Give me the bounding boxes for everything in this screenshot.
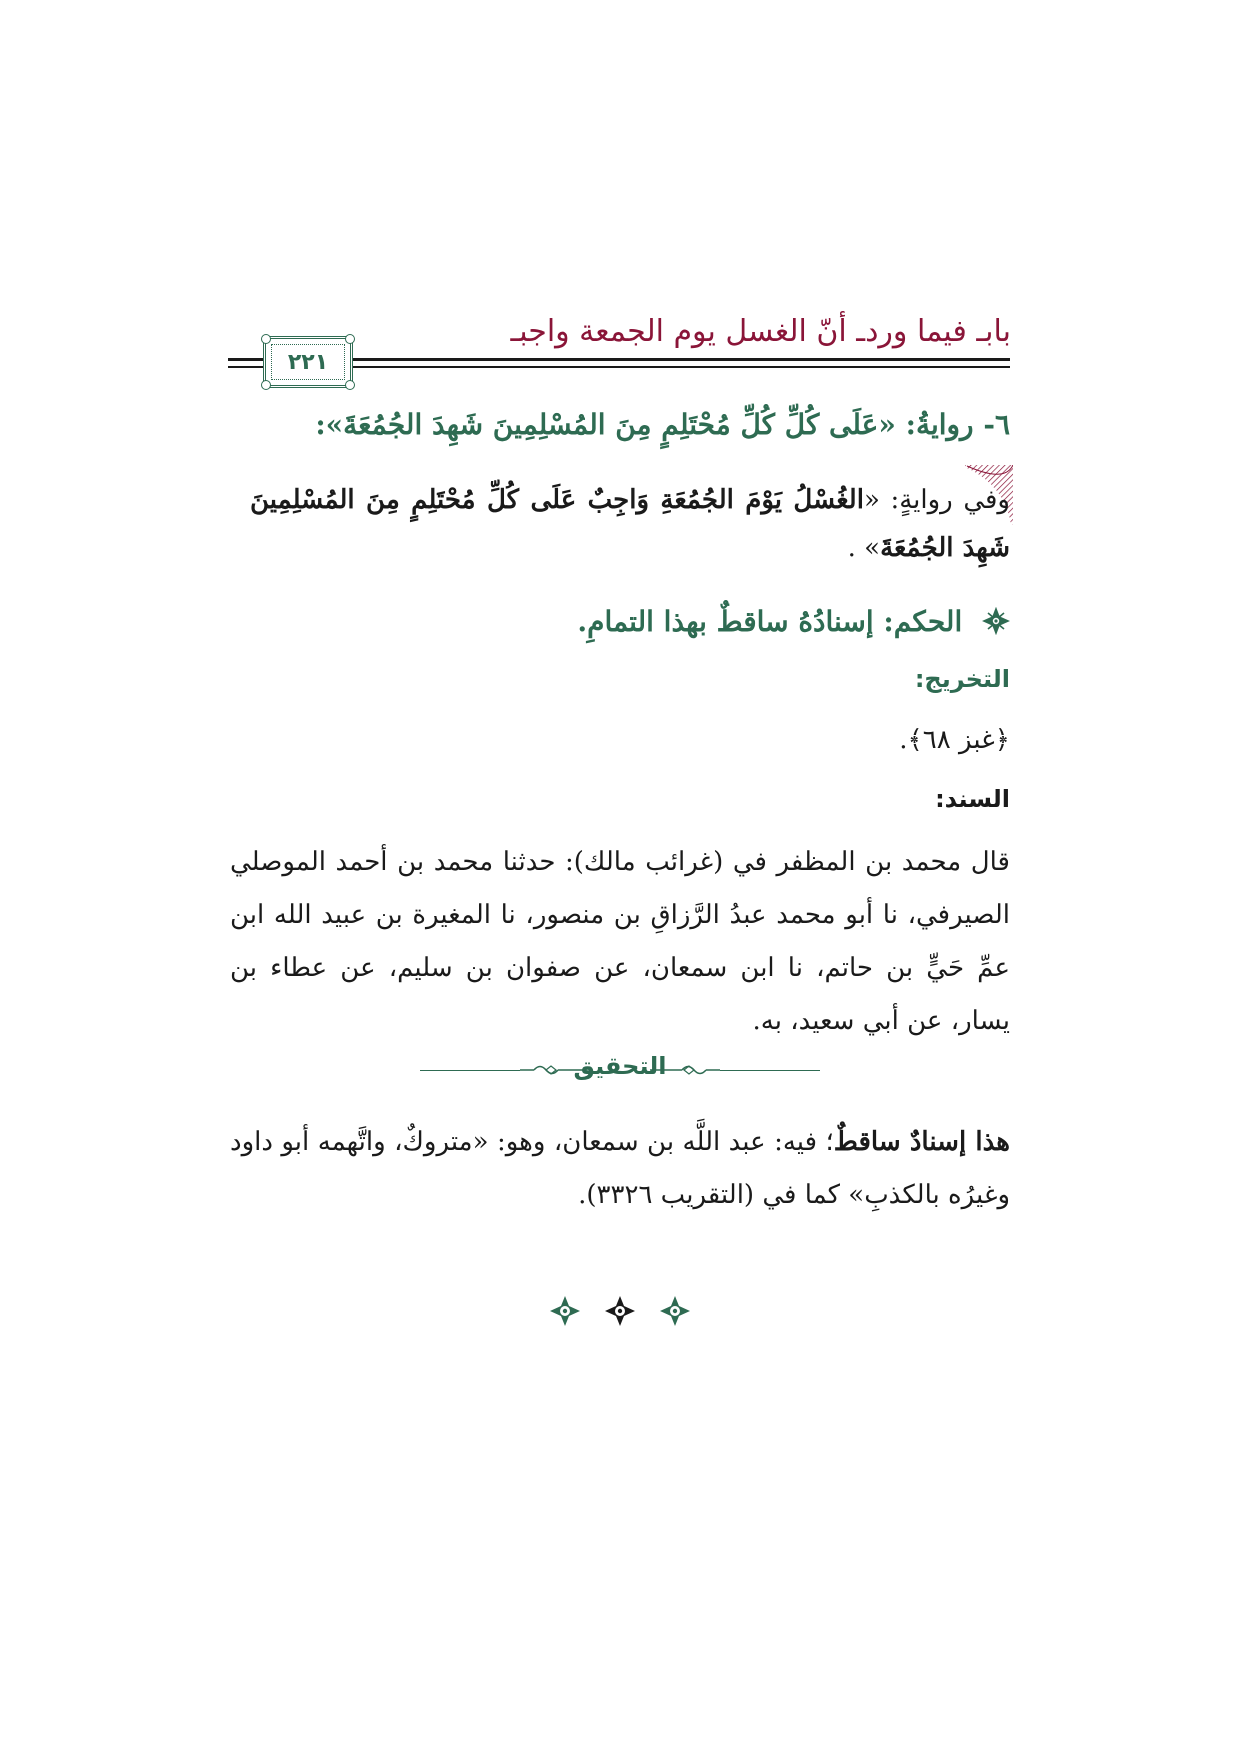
page-number-badge [263, 336, 353, 388]
research-bold-lead: هذا إسنادٌ ساقطٌ [833, 1127, 1011, 1157]
item-heading: ٦- روايةُ: «عَلَى كُلِّ كُلِّ مُحْتَلِمٍ مِنَ المُسْلِمِينَ شَهِدَ الجُمُعَةَ»: [315, 408, 1010, 441]
end-of-section-ornaments [0, 1294, 1240, 1332]
page-number: ٢٢١ [287, 349, 329, 375]
verdict-label: الحكم: [883, 605, 963, 638]
variant-narration [250, 476, 1010, 572]
sanad-label: السند: [935, 785, 1010, 813]
variant-tail: » . [847, 533, 881, 563]
chapter-title: بابـ فيما وردـ أنّ الغسل يوم الجمعة واجبـ [510, 314, 1011, 349]
flower-ornament-icon [658, 1294, 692, 1328]
badge-corner-ornament [345, 334, 355, 344]
flower-ornament-icon [603, 1294, 637, 1328]
divider-line [720, 1070, 820, 1071]
flower-ornament-icon [982, 607, 1010, 635]
takhrij-label: التخريج: [914, 665, 1010, 693]
research-body: ؛ فيه: عبد اللَّه بن سمعان، وهو: «متروكٌ، واتَّهمه أبو داود وغيرُه بالكذبِ» كما في (التقريب ٣٣٢٦). [230, 1127, 1010, 1210]
verdict-line [577, 605, 1010, 638]
research-text [230, 1116, 1010, 1222]
flourish-icon [650, 1062, 720, 1078]
badge-corner-ornament [261, 334, 271, 344]
section-divider [420, 1050, 820, 1090]
variant-hadith-text: الغُسْلُ يَوْمَ الجُمُعَةِ وَاجِبٌ عَلَى كُلِّ مُحْتَلِمٍ مِنَ المُسْلِمِينَ شَهِدَ الجُمُعَةَ [250, 485, 1010, 563]
verdict-text: إسنادُهُ ساقطٌ بهذا التمامِ. [577, 605, 874, 638]
variant-lead: وفي روايةٍ: « [863, 485, 1010, 515]
badge-corner-ornament [345, 380, 355, 390]
flower-ornament-icon [548, 1294, 582, 1328]
sanad-text: قال محمد بن المظفر في (غرائب مالك): حدثنا محمد بن أحمد الموصلي الصيرفي، نا أبو محمد عبدُ الرَّزاقِ بن منصور، نا المغيرة بن عبيد الله ابن عمِّ حَيٍّ بن حاتم، نا ابن سمعان، عن صفوان بن سليم، عن عطاء بن يسار، عن أبي سعيد، به. [230, 847, 1010, 1036]
takhrij-reference: ﴿غبز ٦٨﴾. [899, 725, 1010, 755]
badge-corner-ornament [261, 380, 271, 390]
research-section-title: التحقيق [573, 1052, 667, 1080]
